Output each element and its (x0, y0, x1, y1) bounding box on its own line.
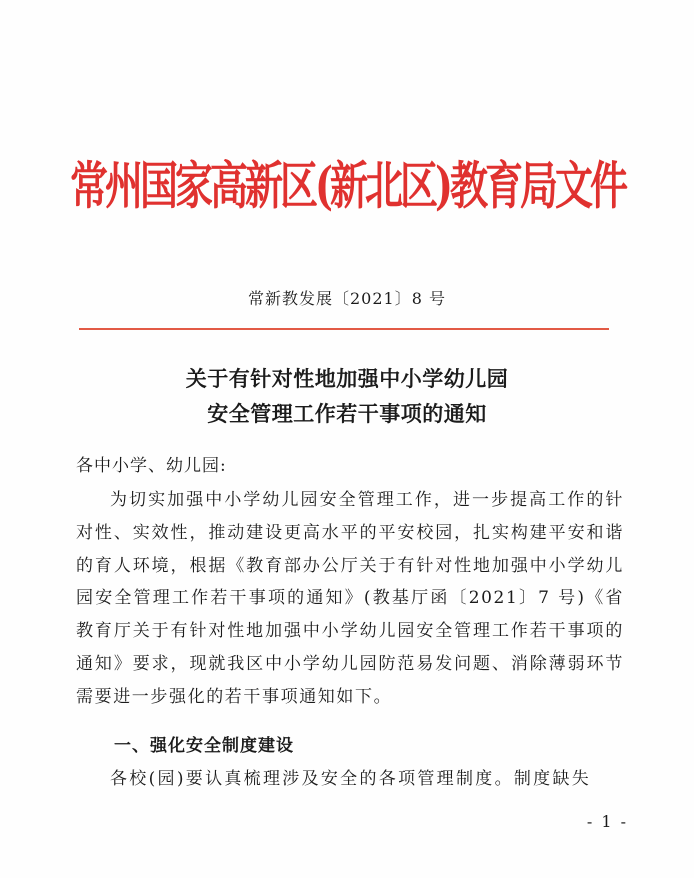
document-title-line-2: 安全管理工作若干事项的通知 (207, 401, 487, 426)
document-title-line-1: 关于有针对性地加强中小学幼儿园 (185, 366, 509, 391)
body-paragraph: 为切实加强中小学幼儿园安全管理工作，进一步提高工作的针对性、实效性，推动建设更高水平的平安校园，扎实构建平安和谐的育人环境，根据《教育部办公厅关于有针对性地加强中小学幼儿园安全管理工作若干事项的通知》(教基厅函〔2021〕7 号)《省教育厅关于有针对性地加强中小学幼儿园安全管理工作若干事项的通知》要求，现就我区中小学幼儿园防范易发问题、消除薄弱环节需要进一步强化的若干事项通知如下。 (76, 490, 624, 707)
body-paragraph: 各校(园)要认真梳理涉及安全的各项管理制度。制度缺失 (110, 769, 592, 789)
page-number: - 1 - (586, 812, 628, 831)
section-heading: 一、强化安全制度建设 (114, 736, 294, 756)
red-divider-line (79, 328, 609, 330)
issuing-authority-header: 常州国家高新区(新北区)教育局文件 (70, 154, 625, 216)
document-number: 常新教发展〔2021〕8 号 (248, 289, 446, 308)
salutation: 各中小学、幼儿园: (76, 456, 227, 476)
